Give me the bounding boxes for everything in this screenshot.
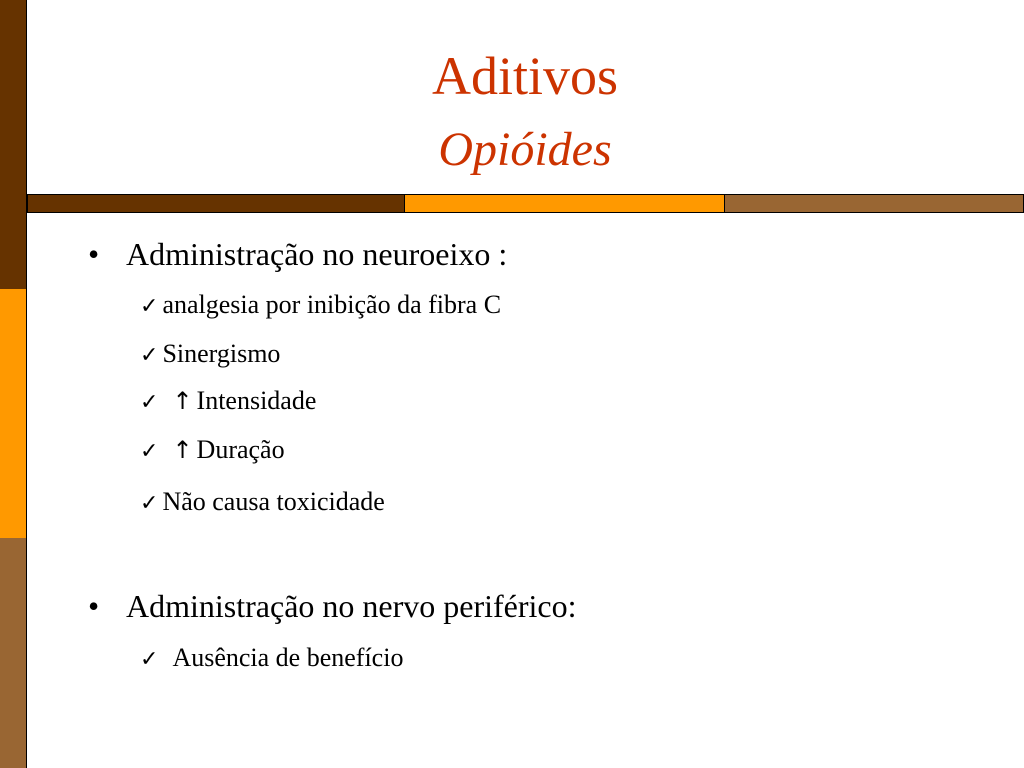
up-arrow-icon: ↑ [172,436,193,464]
left-divider-line [26,0,27,768]
left-bar-light-brown [0,538,26,768]
list-item [140,386,316,418]
slide-subtitle: Opióides [438,123,612,176]
divider-segment-light-brown [725,195,1023,212]
list-item-text: Ausência de benefício [172,643,404,672]
up-arrow-icon: ↑ [172,387,193,415]
bullet-text: Administração no neuroeixo : [126,236,508,272]
list-item-text: Duração [196,435,285,464]
check-icon: ✓ [140,343,159,368]
check-icon: ✓ [140,390,159,415]
slide-title: Aditivos [431,46,619,106]
bullet-text: Administração no nervo periférico: [126,588,577,624]
list-item-text: Intensidade [196,386,317,415]
bullet-neuroeixo [88,236,507,272]
divider-segment-dark-brown [28,195,405,212]
divider-segment-orange [405,195,725,212]
left-bar-orange [0,289,26,538]
bullet-dot: • [88,588,100,624]
bullet-nervo-periferico [88,588,577,624]
check-icon: ✓ [140,294,159,319]
list-item-text: analgesia por inibição da fibra C [162,290,502,319]
list-item [140,487,385,519]
list-item-text: Sinergismo [162,339,281,368]
list-item [140,643,403,675]
bullet-dot: • [88,236,100,272]
list-item-text: Não causa toxicidade [162,487,385,516]
left-bar-dark-brown [0,0,26,289]
title-divider-bar [27,194,1024,213]
list-item [140,339,280,371]
list-item [140,290,501,322]
check-icon: ✓ [140,491,159,516]
check-icon: ✓ [140,647,159,672]
list-item [140,435,285,467]
check-icon: ✓ [140,439,159,464]
